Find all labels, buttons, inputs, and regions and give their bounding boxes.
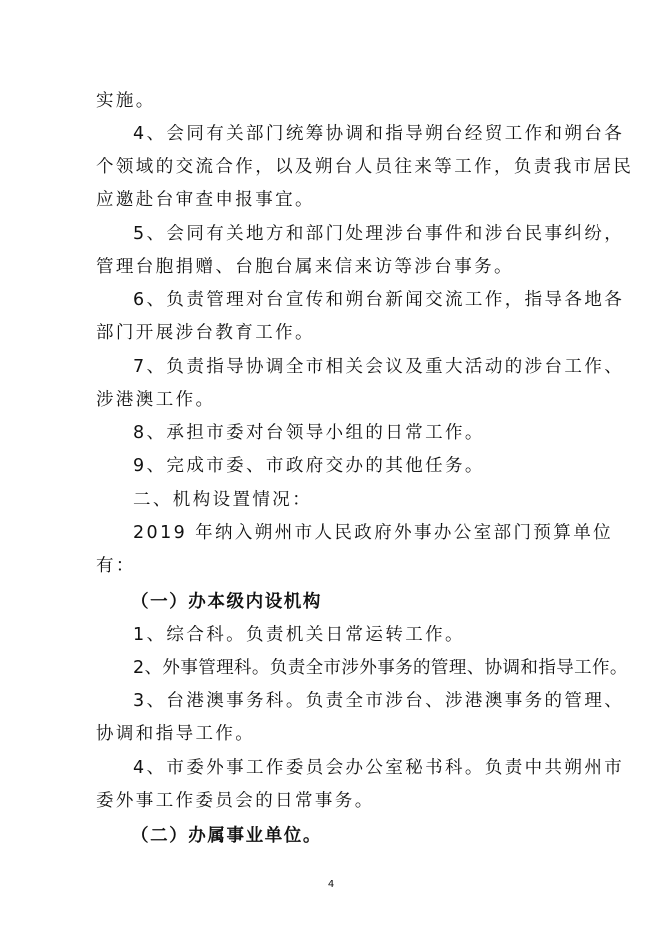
- text-line: 个领域的交流合作，以及朔台人员往来等工作，负责我市居民: [96, 157, 634, 177]
- text-line: 1、综合科。负责机关日常运转工作。: [133, 625, 465, 645]
- text-line: 涉港澳工作。: [96, 390, 216, 410]
- subsection-heading: （二）办属事业单位。: [131, 826, 322, 846]
- text-line: 6、负责管理对台宣传和朔台新闻交流工作，指导各地各: [133, 290, 625, 310]
- section-heading: 二、机构设置情况：: [133, 490, 313, 510]
- text-line: 有：: [96, 556, 136, 576]
- text-line: 4、市委外事工作委员会办公室秘书科。负责中共朔州市: [133, 758, 625, 778]
- text-line: 7、负责指导协调全市相关会议及重大活动的涉台工作、: [133, 357, 625, 377]
- text-line: 3、台港澳事务科。负责全市涉台、涉港澳事务的管理、: [133, 691, 625, 711]
- text-line: 部门开展涉台教育工作。: [96, 323, 315, 343]
- text-line: 管理台胞捐赠、台胞台属来信来访等涉台事务。: [96, 257, 514, 277]
- page-number: 4: [327, 879, 335, 890]
- text-line: 协调和指导工作。: [96, 724, 256, 744]
- text-line: 5、会同有关地方和部门处理涉台事件和涉台民事纠纷，: [133, 224, 625, 244]
- text-line: 2、外事管理科。负责全市涉外事务的管理、协调和指导工作。: [133, 658, 628, 678]
- subsection-heading: （一）办本级内设机构: [131, 592, 322, 612]
- text-line: 2019 年纳入朔州市人民政府外事办公室部门预算单位: [133, 523, 613, 543]
- text-line: 8、承担市委对台领导小组的日常工作。: [133, 423, 485, 443]
- text-line: 实施。: [96, 91, 156, 111]
- text-line: 应邀赴台审查申报事宜。: [96, 190, 315, 210]
- text-line: 9、完成市委、市政府交办的其他任务。: [133, 456, 485, 476]
- text-line: 委外事工作委员会的日常事务。: [96, 791, 375, 811]
- text-line: 4、会同有关部门统筹协调和指导朔台经贸工作和朔台各: [133, 124, 625, 144]
